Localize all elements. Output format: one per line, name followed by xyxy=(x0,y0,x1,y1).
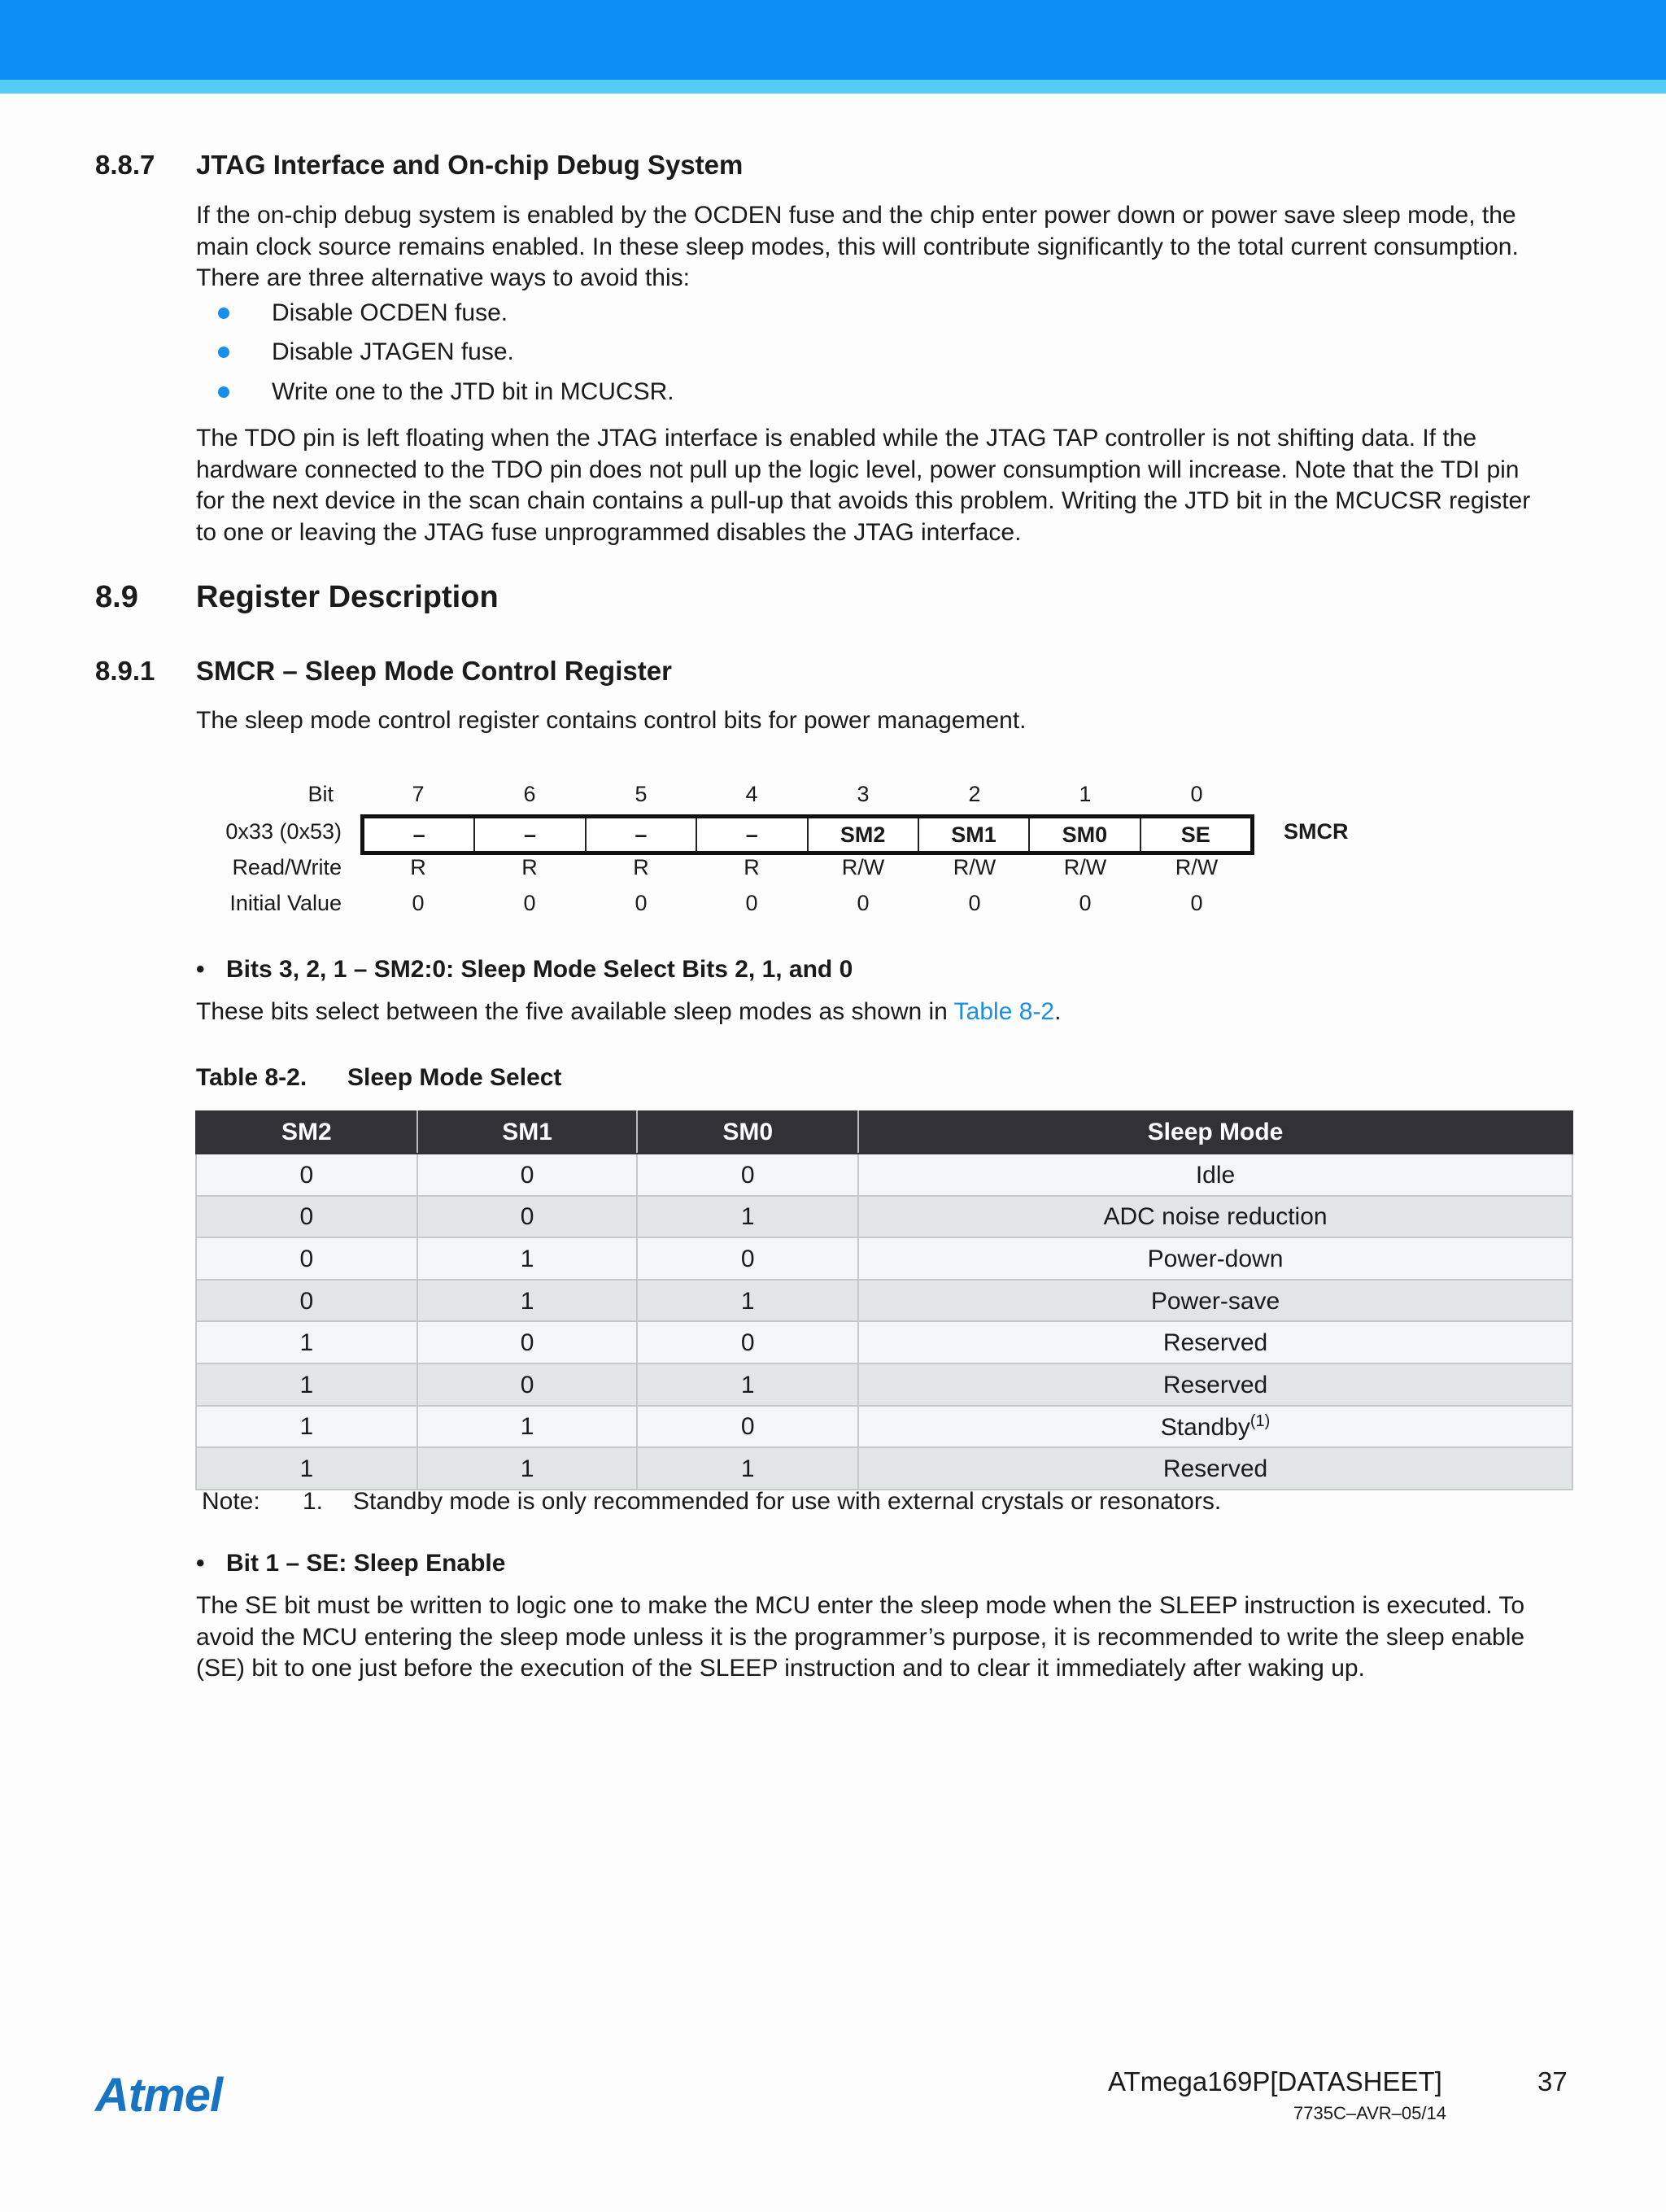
rw-value: R xyxy=(521,855,538,879)
table-cell: 0 xyxy=(196,1280,417,1322)
text-line: The SE bit must be written to logic one to make the MCU enter the sleep mode when the SLEEP instruction is executed. To xyxy=(196,1592,1525,1619)
text-line: main clock source remains enabled. In these sleep modes, this will contribute significantly to the total current consumption. xyxy=(196,233,1519,260)
rw-value: R/W xyxy=(1175,855,1219,879)
bit-row-label: Bit xyxy=(307,782,334,806)
header-bar xyxy=(0,0,1666,80)
init-value: 0 xyxy=(1190,891,1203,915)
header-strip xyxy=(0,80,1666,94)
table-cell: 0 xyxy=(196,1237,417,1280)
bullet-dot-icon xyxy=(218,347,229,358)
table-cell: 1 xyxy=(196,1447,417,1490)
address-label: 0x33 (0x53) xyxy=(225,819,342,844)
section-title: JTAG Interface and On-chip Debug System xyxy=(196,150,744,180)
rw-value: R/W xyxy=(841,855,885,879)
table-row xyxy=(196,1447,1572,1490)
table-row xyxy=(196,1280,1572,1322)
init-value: 0 xyxy=(412,891,425,915)
register-field: SM2 xyxy=(809,818,919,851)
init-row-label: Initial Value xyxy=(229,891,342,915)
init-value: 0 xyxy=(857,891,870,915)
bullet-dot-icon xyxy=(218,386,229,398)
smcr-intro: The sleep mode control register contains control bits for power management. xyxy=(196,707,1027,734)
table-cell: 0 xyxy=(417,1154,638,1196)
bit-number: 4 xyxy=(745,782,758,806)
table-row xyxy=(196,1196,1572,1238)
jtag-paragraph-2 xyxy=(196,423,1571,548)
init-value: 0 xyxy=(1079,891,1092,915)
note-number: 1. xyxy=(303,1488,324,1515)
section-title: Register Description xyxy=(196,580,499,614)
register-field: SM0 xyxy=(1030,818,1140,851)
bullet-text: Write one to the JTD bit in MCUCSR. xyxy=(272,378,674,405)
register-name: SMCR xyxy=(1284,819,1349,844)
table-row xyxy=(196,1363,1572,1406)
text-line: There are three alternative ways to avoid this: xyxy=(196,264,690,291)
sleep-mode-text: Standby xyxy=(1160,1414,1250,1442)
section-heading-891 xyxy=(95,656,1641,688)
column-header: SM2 xyxy=(196,1111,417,1154)
table-cell: Idle xyxy=(858,1154,1572,1196)
table-cell: 1 xyxy=(637,1196,858,1238)
text-line: avoid the MCU entering the sleep mode unless it is the programmer’s purpose, it is recommended to write the sleep enable xyxy=(196,1623,1525,1651)
rw-value: R/W xyxy=(953,855,997,879)
table-cell: 1 xyxy=(417,1406,638,1448)
column-header: Sleep Mode xyxy=(858,1111,1572,1154)
register-field: – xyxy=(587,818,697,851)
register-field: SM1 xyxy=(919,818,1030,851)
table-cell: Power-save xyxy=(858,1280,1572,1322)
rw-value: R xyxy=(410,855,426,879)
table-cell: 0 xyxy=(637,1154,858,1196)
jtag-paragraph-1 xyxy=(196,200,1571,294)
table-row xyxy=(196,1406,1572,1448)
table-8-2-link[interactable]: Table 8-2 xyxy=(953,998,1055,1025)
section-heading-887 xyxy=(95,150,1641,182)
rw-value: R xyxy=(744,855,760,879)
table-row xyxy=(196,1321,1572,1363)
description-text: These bits select between the five available sleep modes as shown in xyxy=(196,998,954,1025)
doc-code: 7735C–AVR–05/14 xyxy=(1293,2103,1446,2123)
table-cell: 0 xyxy=(637,1406,858,1448)
table-cell: Reserved xyxy=(858,1447,1572,1490)
register-fields xyxy=(360,814,1254,855)
subsection-title: Bits 3, 2, 1 – SM2:0: Sleep Mode Select Bits 2, 1, and 0 xyxy=(226,956,853,983)
description-text: . xyxy=(1054,998,1062,1025)
table-number: Table 8-2. xyxy=(196,1064,307,1091)
table-cell: Reserved xyxy=(858,1321,1572,1363)
page-number: 37 xyxy=(1537,2066,1568,2096)
table-cell: 1 xyxy=(417,1280,638,1322)
column-header: SM0 xyxy=(637,1111,858,1154)
table-cell: 1 xyxy=(196,1321,417,1363)
note-label: Note: xyxy=(202,1488,260,1515)
rw-row-label: Read/Write xyxy=(232,855,342,879)
table-cell: 0 xyxy=(417,1363,638,1406)
register-field: – xyxy=(475,818,586,851)
atmel-logo: Atmel xyxy=(95,2069,223,2122)
section-title: SMCR – Sleep Mode Control Register xyxy=(196,656,672,686)
table-cell: 1 xyxy=(417,1237,638,1280)
bit-number: 3 xyxy=(857,782,870,806)
rw-value: R/W xyxy=(1063,855,1107,879)
sleep-mode-table xyxy=(195,1110,1573,1490)
bullet-text: Disable OCDEN fuse. xyxy=(272,299,508,326)
table-cell: 0 xyxy=(417,1196,638,1238)
table-title: Sleep Mode Select xyxy=(347,1064,562,1091)
table-row xyxy=(196,1237,1572,1280)
bullet-text: Disable JTAGEN fuse. xyxy=(272,338,514,365)
table-cell: 1 xyxy=(417,1447,638,1490)
table-cell: ADC noise reduction xyxy=(858,1196,1572,1238)
bit-number: 0 xyxy=(1190,782,1203,806)
footnote-marker: (1) xyxy=(1250,1412,1271,1431)
bit-number: 5 xyxy=(635,782,648,806)
column-header: SM1 xyxy=(417,1111,638,1154)
footer-doc-title: ATmega169P[DATASHEET] xyxy=(1108,2066,1442,2096)
table-header-row xyxy=(196,1111,1572,1154)
table-cell: 0 xyxy=(196,1154,417,1196)
bit-number: 6 xyxy=(523,782,536,806)
register-field: – xyxy=(697,818,808,851)
text-line: If the on-chip debug system is enabled by the OCDEN fuse and the chip enter power down or power save sleep mode, the xyxy=(196,202,1516,229)
table-cell: 1 xyxy=(196,1363,417,1406)
table-cell: 0 xyxy=(417,1321,638,1363)
table-cell xyxy=(858,1406,1572,1448)
text-line: (SE) bit to one just before the execution of the SLEEP instruction and to clear it immediately after waking up. xyxy=(196,1655,1365,1682)
bit-number: 7 xyxy=(412,782,425,806)
bit-number: 2 xyxy=(968,782,981,806)
subsection-title: Bit 1 – SE: Sleep Enable xyxy=(226,1550,506,1577)
bit-se-description xyxy=(196,1590,1571,1685)
text-line: for the next device in the scan chain contains a pull-up that avoids this problem. Writing the JTD bit in the MCUCSR register xyxy=(196,487,1531,514)
table-cell: Reserved xyxy=(858,1363,1572,1406)
init-value: 0 xyxy=(523,891,536,915)
bit-number: 1 xyxy=(1079,782,1092,806)
init-value: 0 xyxy=(968,891,981,915)
table-cell: Power-down xyxy=(858,1237,1572,1280)
register-field: SE xyxy=(1180,822,1210,847)
section-number: 8.9.1 xyxy=(95,656,155,686)
table-cell: 1 xyxy=(637,1447,858,1490)
text-line: hardware connected to the TDO pin does not pull up the logic level, power consumption will increase. Note that the TDI pin xyxy=(196,456,1520,483)
bits-sm-description xyxy=(196,997,1571,1028)
init-value: 0 xyxy=(745,891,758,915)
section-heading-89 xyxy=(95,580,1641,617)
bullet-glyph: • xyxy=(196,956,205,983)
bullet-glyph: • xyxy=(196,1550,205,1577)
rw-value: R xyxy=(633,855,649,879)
bullet-dot-icon xyxy=(218,308,229,319)
init-value: 0 xyxy=(635,891,648,915)
table-cell: 0 xyxy=(637,1321,858,1363)
table-cell: 0 xyxy=(637,1237,858,1280)
table-cell: 1 xyxy=(637,1280,858,1322)
table-cell: 0 xyxy=(196,1196,417,1238)
note-text: Standby mode is only recommended for use with external crystals or resonators. xyxy=(353,1488,1222,1515)
text-line: The TDO pin is left floating when the JTAG interface is enabled while the JTAG TAP controller is not shifting data. If the xyxy=(196,425,1477,452)
table-row xyxy=(196,1154,1572,1196)
register-field: – xyxy=(364,818,475,851)
section-number: 8.9 xyxy=(95,580,138,614)
section-number: 8.8.7 xyxy=(95,150,155,180)
table-cell: 1 xyxy=(196,1406,417,1448)
table-cell: 1 xyxy=(637,1363,858,1406)
text-line: to one or leaving the JTAG fuse unprogrammed disables the JTAG interface. xyxy=(196,518,1022,546)
